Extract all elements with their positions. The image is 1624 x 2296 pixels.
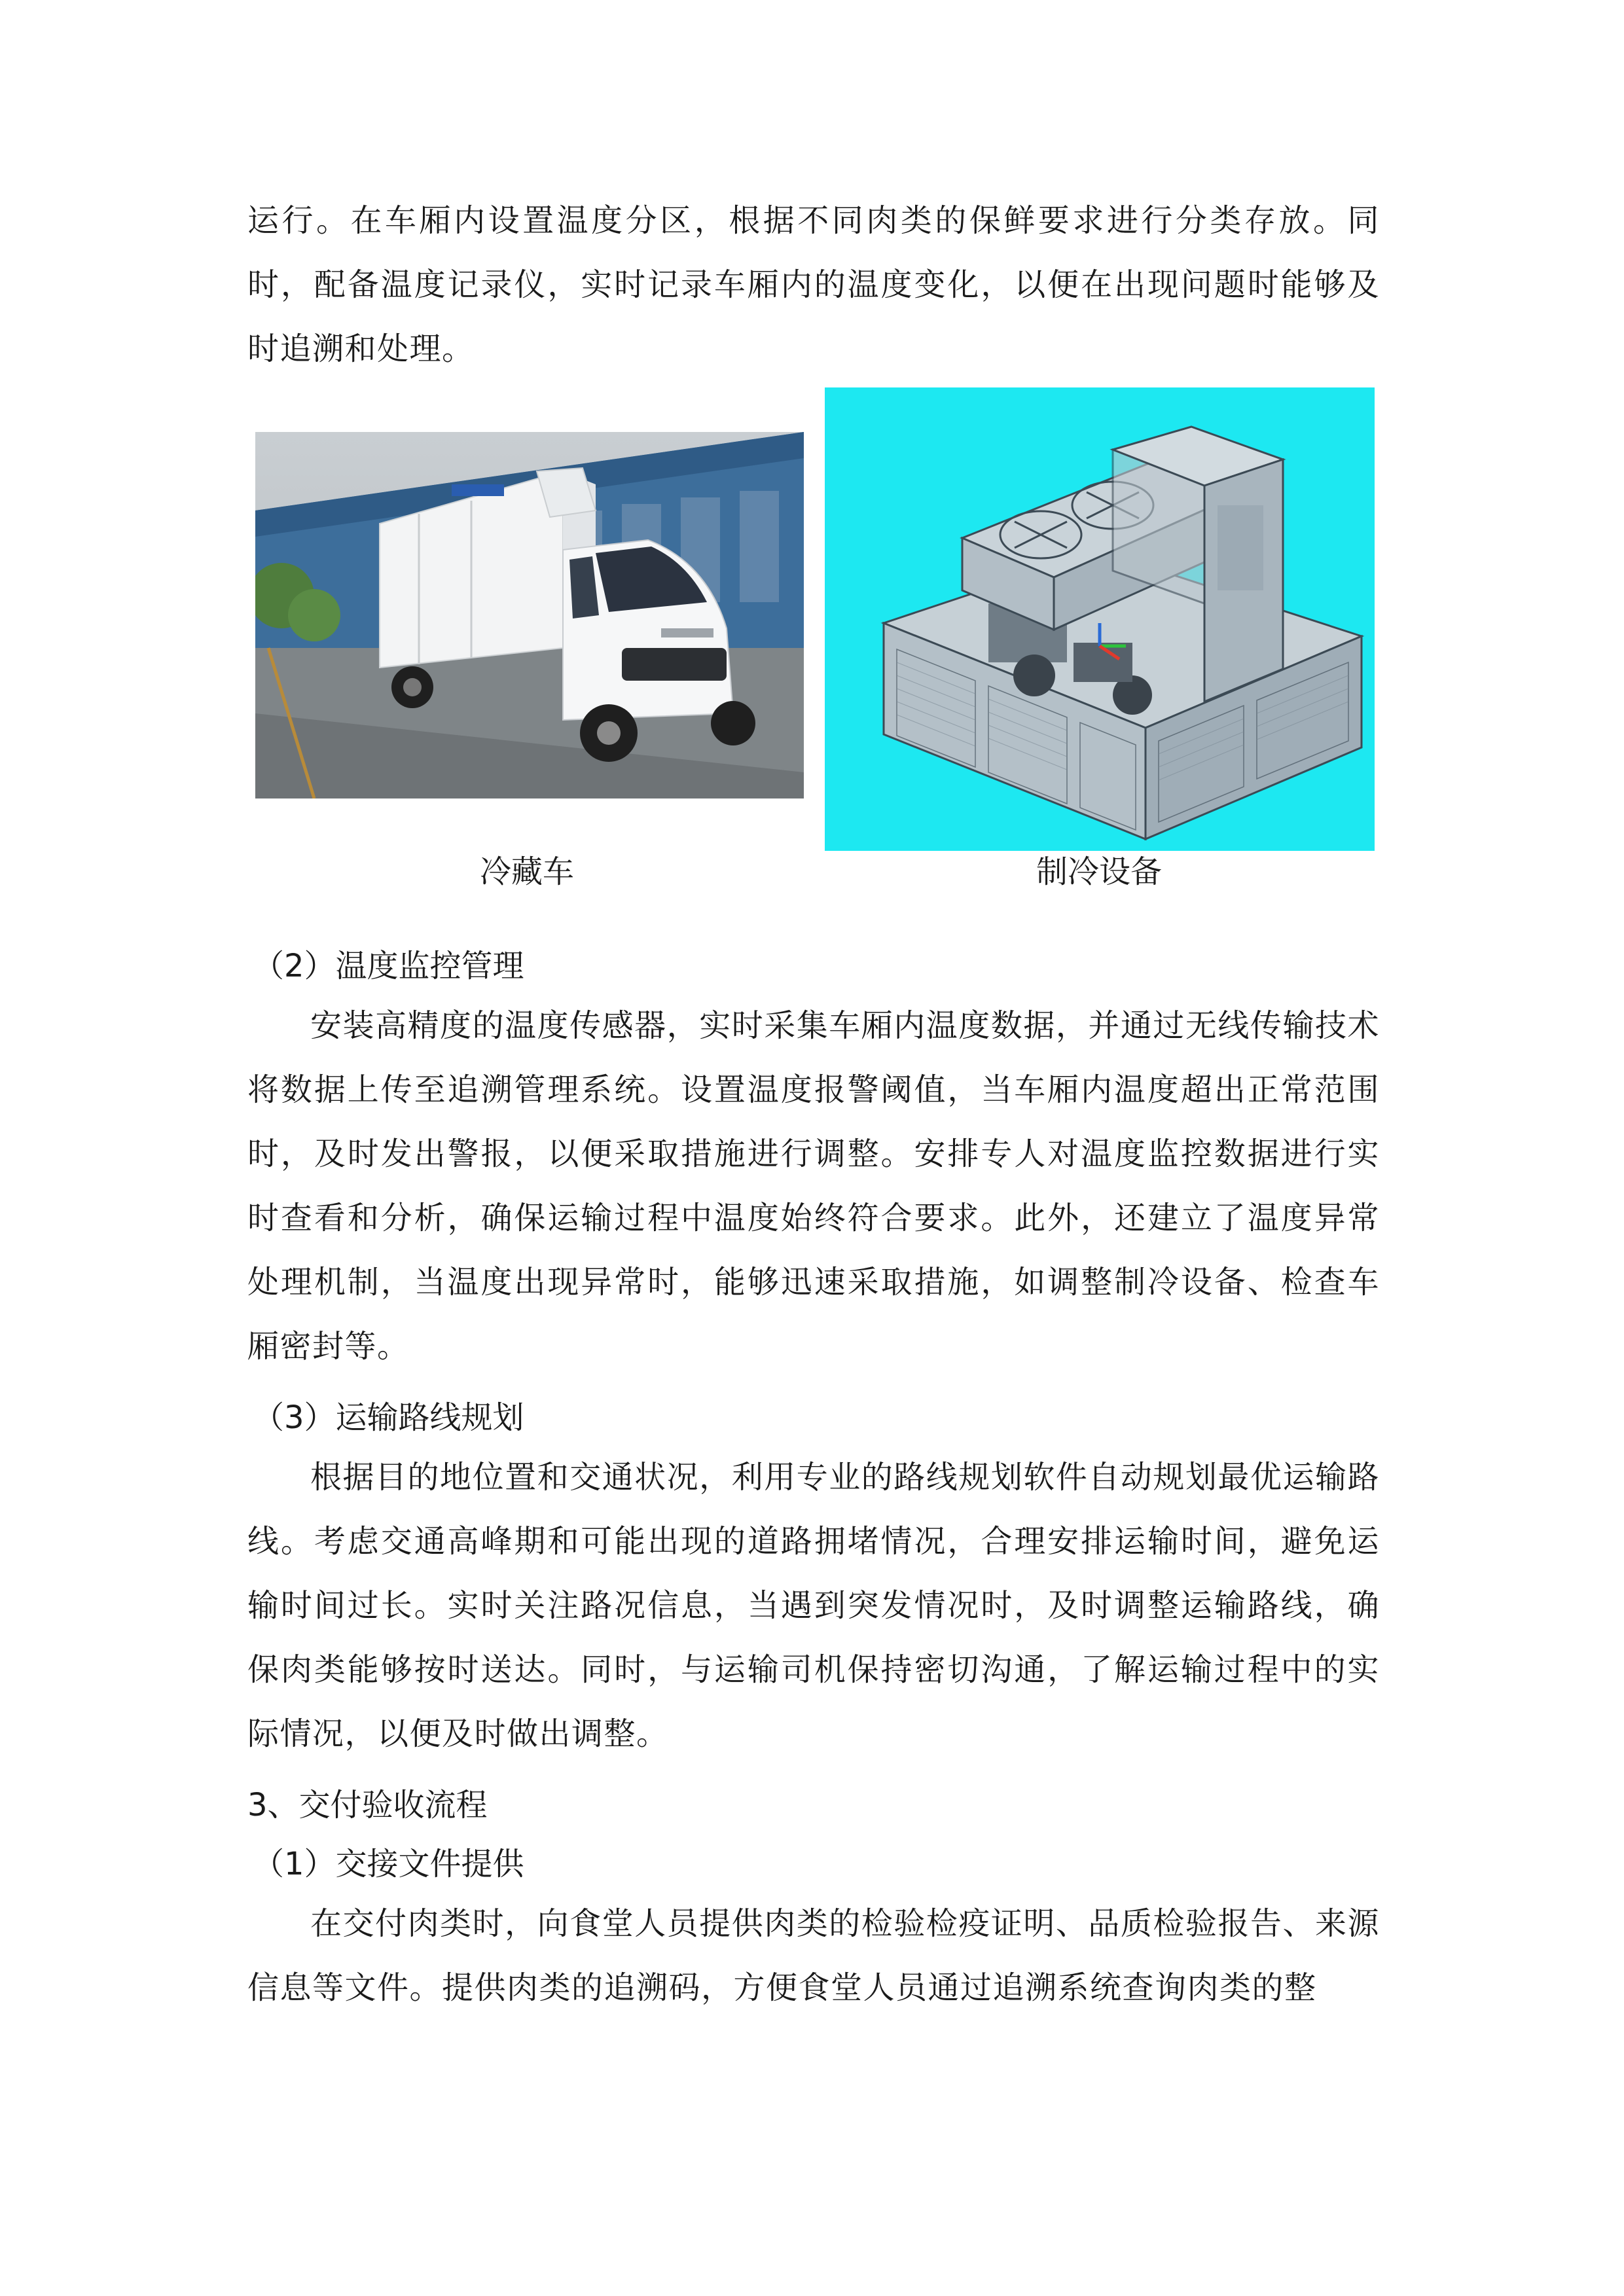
right-figure-caption: 制冷设备 bbox=[1036, 853, 1163, 890]
section-heading-delivery-process: 3、交付验收流程 bbox=[247, 1787, 488, 1823]
intro-paragraph: 运行。在车厢内设置温度分区，根据不同肉类的保鲜要求进行分类存放。同时，配备温度记录仪，实时记录车厢内的温度变化，以便在出现问题时能够及时追溯和处理。 bbox=[247, 202, 1380, 367]
section-heading-temp-monitor: （2）温度监控管理 bbox=[253, 948, 524, 984]
route-plan-paragraph: 根据目的地位置和交通状况，利用专业的路线规划软件自动规划最优运输路线。考虑交通高峰期和可能出现的道路拥堵情况，合理安排运输时间，避免运输时间过长。实时关注路况信息，当遇到突发情况时，及时调整运输路线，确保肉类能够按时送达。同时，与运输司机保持密切沟通，了解运输过程中的实际情况，以便及时做出调整。 bbox=[247, 1459, 1380, 1752]
handover-docs-paragraph: 在交付肉类时，向食堂人员提供肉类的检验检疫证明、品质检验报告、来源信息等文件。提供肉类的追溯码，方便食堂人员通过追溯系统查询肉类的整 bbox=[247, 1905, 1380, 2006]
section-heading-route-plan: （3）运输路线规划 bbox=[253, 1399, 524, 1436]
temp-monitor-paragraph: 安装高精度的温度传感器，实时采集车厢内温度数据，并通过无线传输技术将数据上传至追溯管理系统。设置温度报警阈值，当车厢内温度超出正常范围时，及时发出警报，以便采取措施进行调整。安排专人对温度监控数据进行实时查看和分析，确保运输过程中温度始终符合要求。此外，还建立了温度异常处理机制，当温度出现异常时，能够迅速采取措施，如调整制冷设备、检查车厢密封等。 bbox=[247, 1007, 1380, 1365]
refrigeration-equipment-render bbox=[825, 387, 1375, 851]
section-heading-handover-docs: （1）交接文件提供 bbox=[253, 1846, 524, 1882]
left-figure-caption: 冷藏车 bbox=[480, 853, 575, 890]
refrigerated-truck-photo bbox=[255, 432, 804, 798]
